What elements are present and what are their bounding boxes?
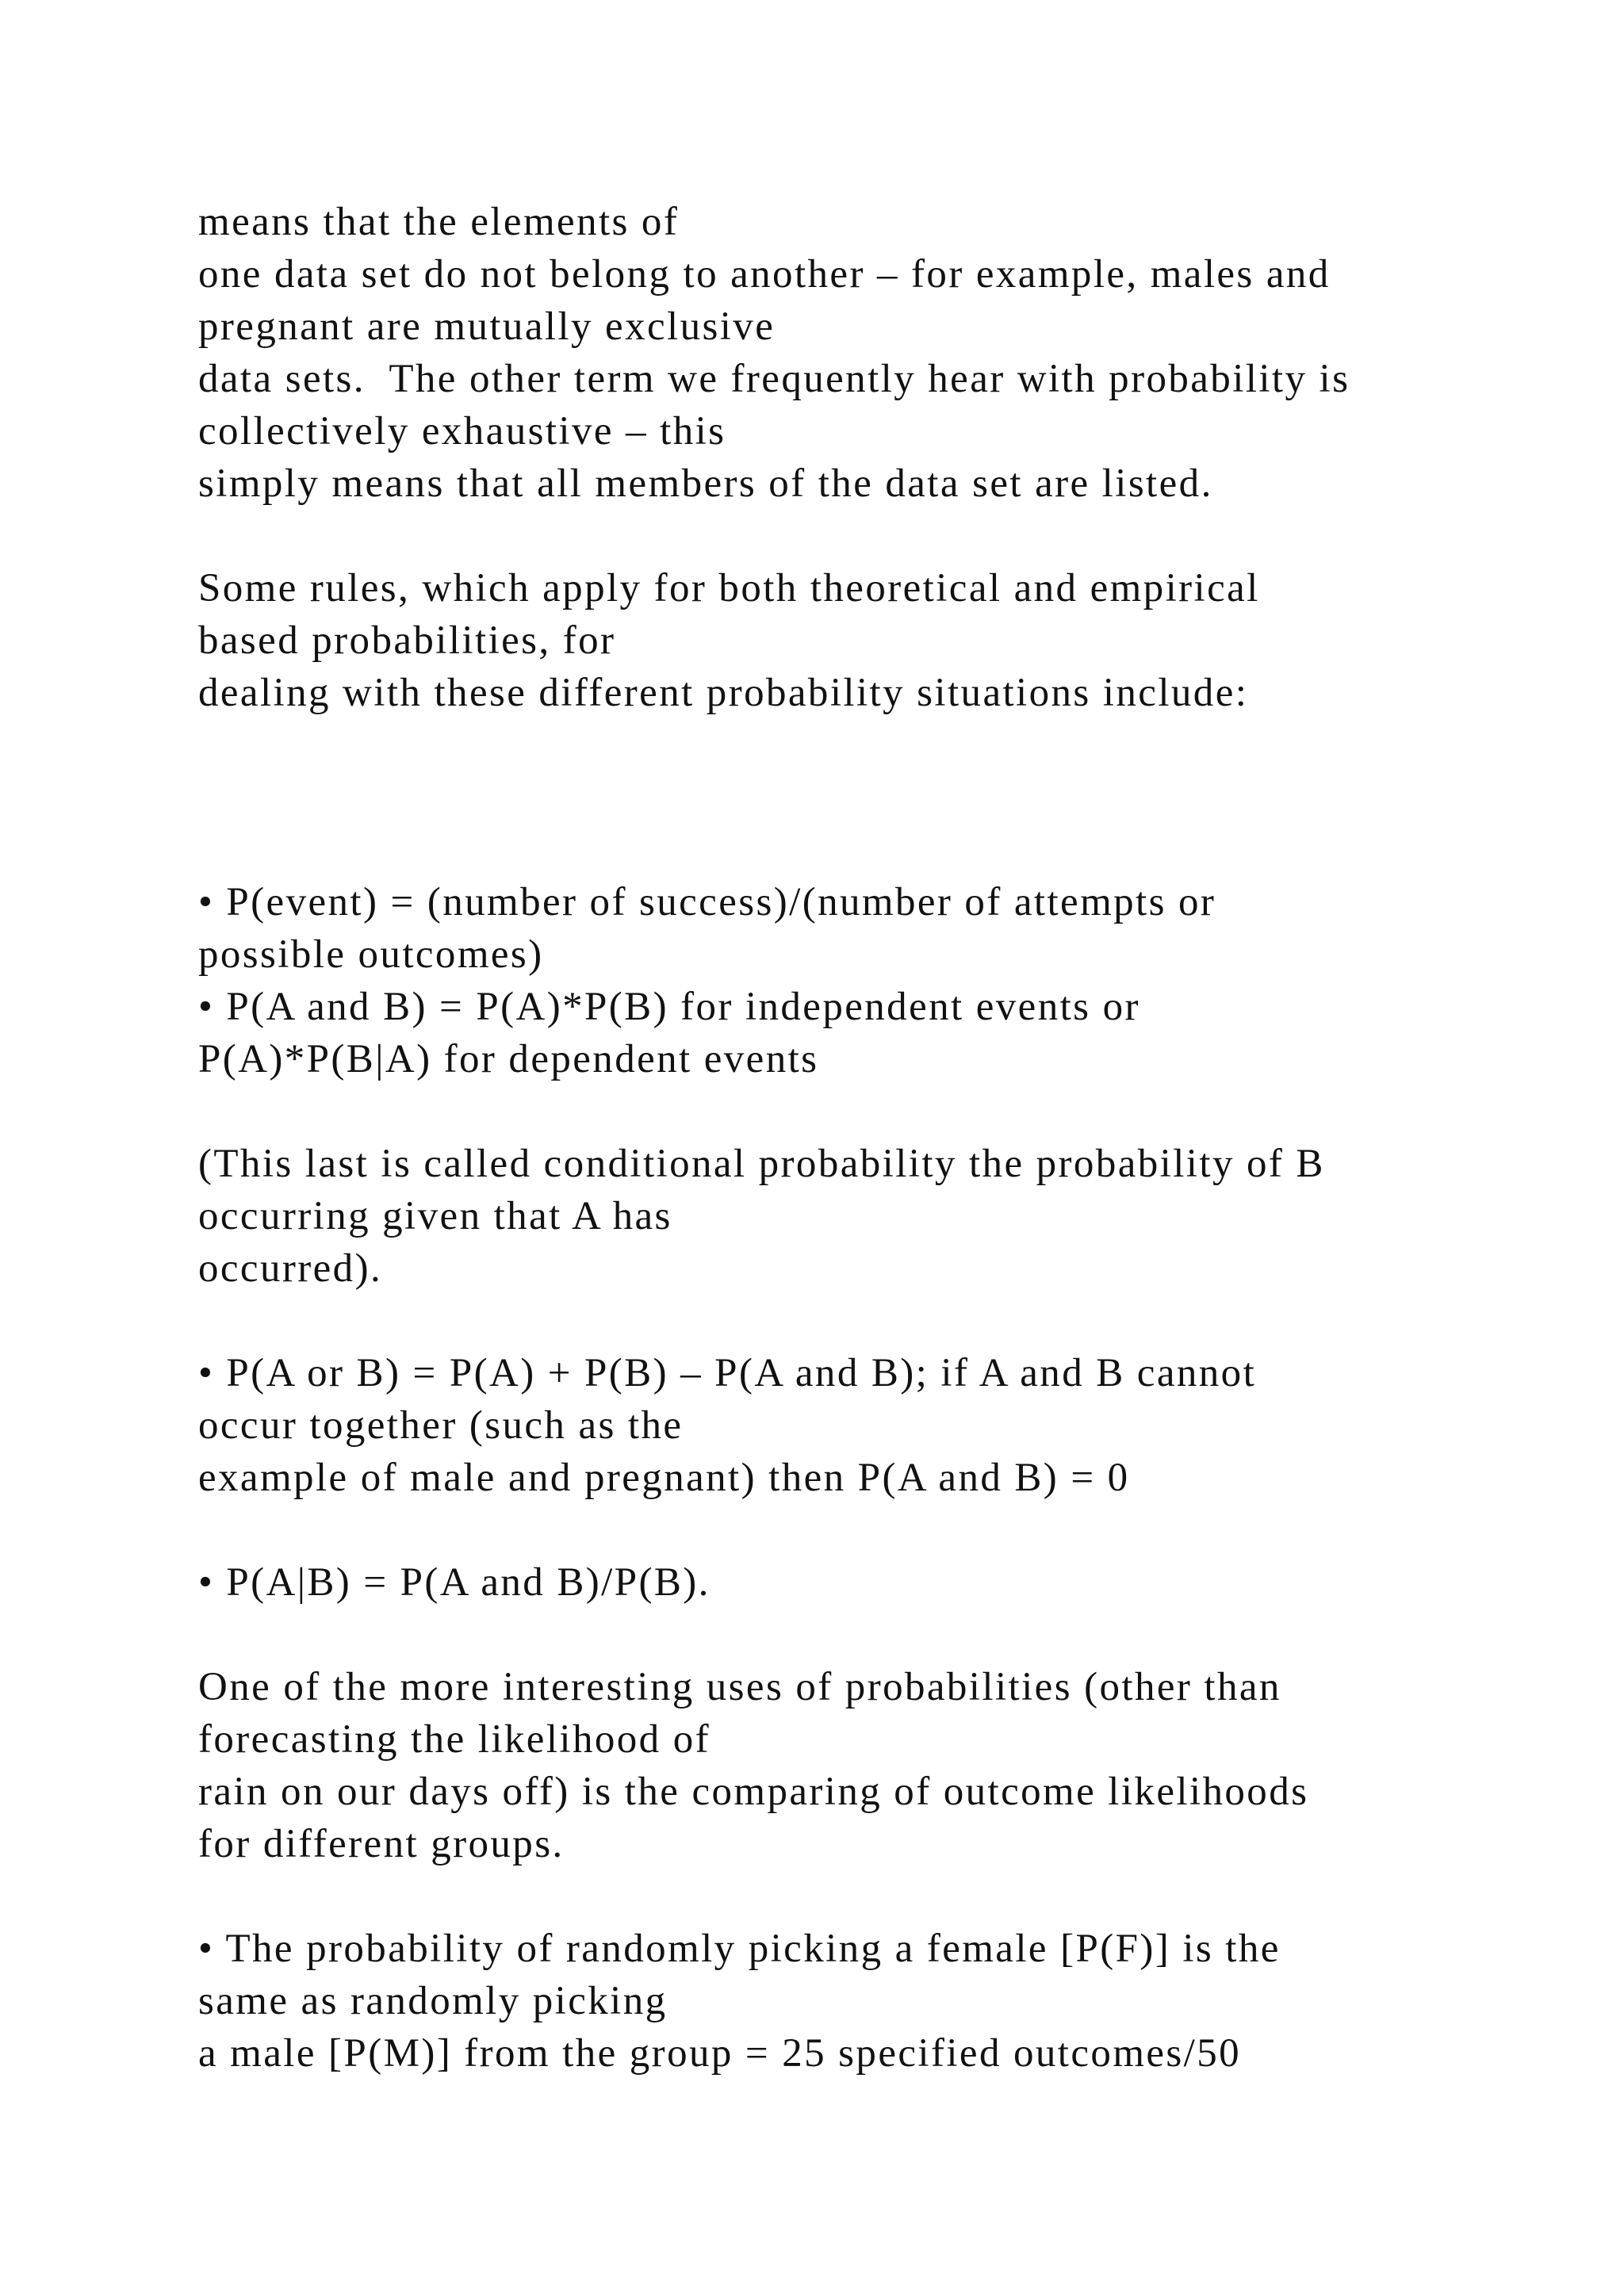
text-line: forecasting the likelihood of: [198, 1717, 711, 1762]
text-line: occur together (such as the: [198, 1403, 684, 1448]
text-line: (This last is called conditional probability the probability of B: [198, 1142, 1325, 1186]
text-line: example of male and pregnant) then P(A and B) = 0: [198, 1456, 1130, 1500]
text-line: pregnant are mutually exclusive: [198, 304, 776, 349]
text-line: occurred).: [198, 1246, 383, 1291]
bullet-item: • P(A or B) = P(A) + P(B) – P(A and B); if A and B cannot: [198, 1351, 1257, 1395]
bullet-item: • P(A|B) = P(A and B)/P(B).: [198, 1560, 710, 1605]
text-line: rain on our days off) is the comparing of outcome likelihoods: [198, 1770, 1309, 1814]
text-line: simply means that all members of the data set are listed.: [198, 461, 1213, 506]
text-line: P(A)*P(B|A) for dependent events: [198, 1037, 819, 1081]
text-line: dealing with these different probability situations include:: [198, 671, 1249, 715]
text-line: One of the more interesting uses of probabilities (other than: [198, 1665, 1281, 1709]
bullet-item: • P(event) = (number of success)/(number of attempts or: [198, 880, 1216, 924]
text-line: data sets. The other term we frequently hear with probability is: [198, 357, 1350, 401]
text-line: based probabilities, for: [198, 618, 616, 663]
text-line: for different groups.: [198, 1822, 565, 1866]
text-line: possible outcomes): [198, 932, 544, 977]
text-line: occurring given that A has: [198, 1194, 672, 1238]
text-line: same as randomly picking: [198, 1979, 668, 2023]
text-line: collectively exhaustive – this: [198, 409, 726, 453]
bullet-item: • P(A and B) = P(A)*P(B) for independent events or: [198, 985, 1140, 1029]
text-line: one data set do not belong to another – for example, males and: [198, 252, 1331, 297]
text-line: Some rules, which apply for both theoretical and empirical: [198, 566, 1260, 610]
bullet-item: • The probability of randomly picking a female [P(F)] is the: [198, 1927, 1281, 1971]
text-line: a male [P(M)] from the group = 25 specified outcomes/50: [198, 2031, 1242, 2076]
text-line: means that the elements of: [198, 200, 680, 244]
